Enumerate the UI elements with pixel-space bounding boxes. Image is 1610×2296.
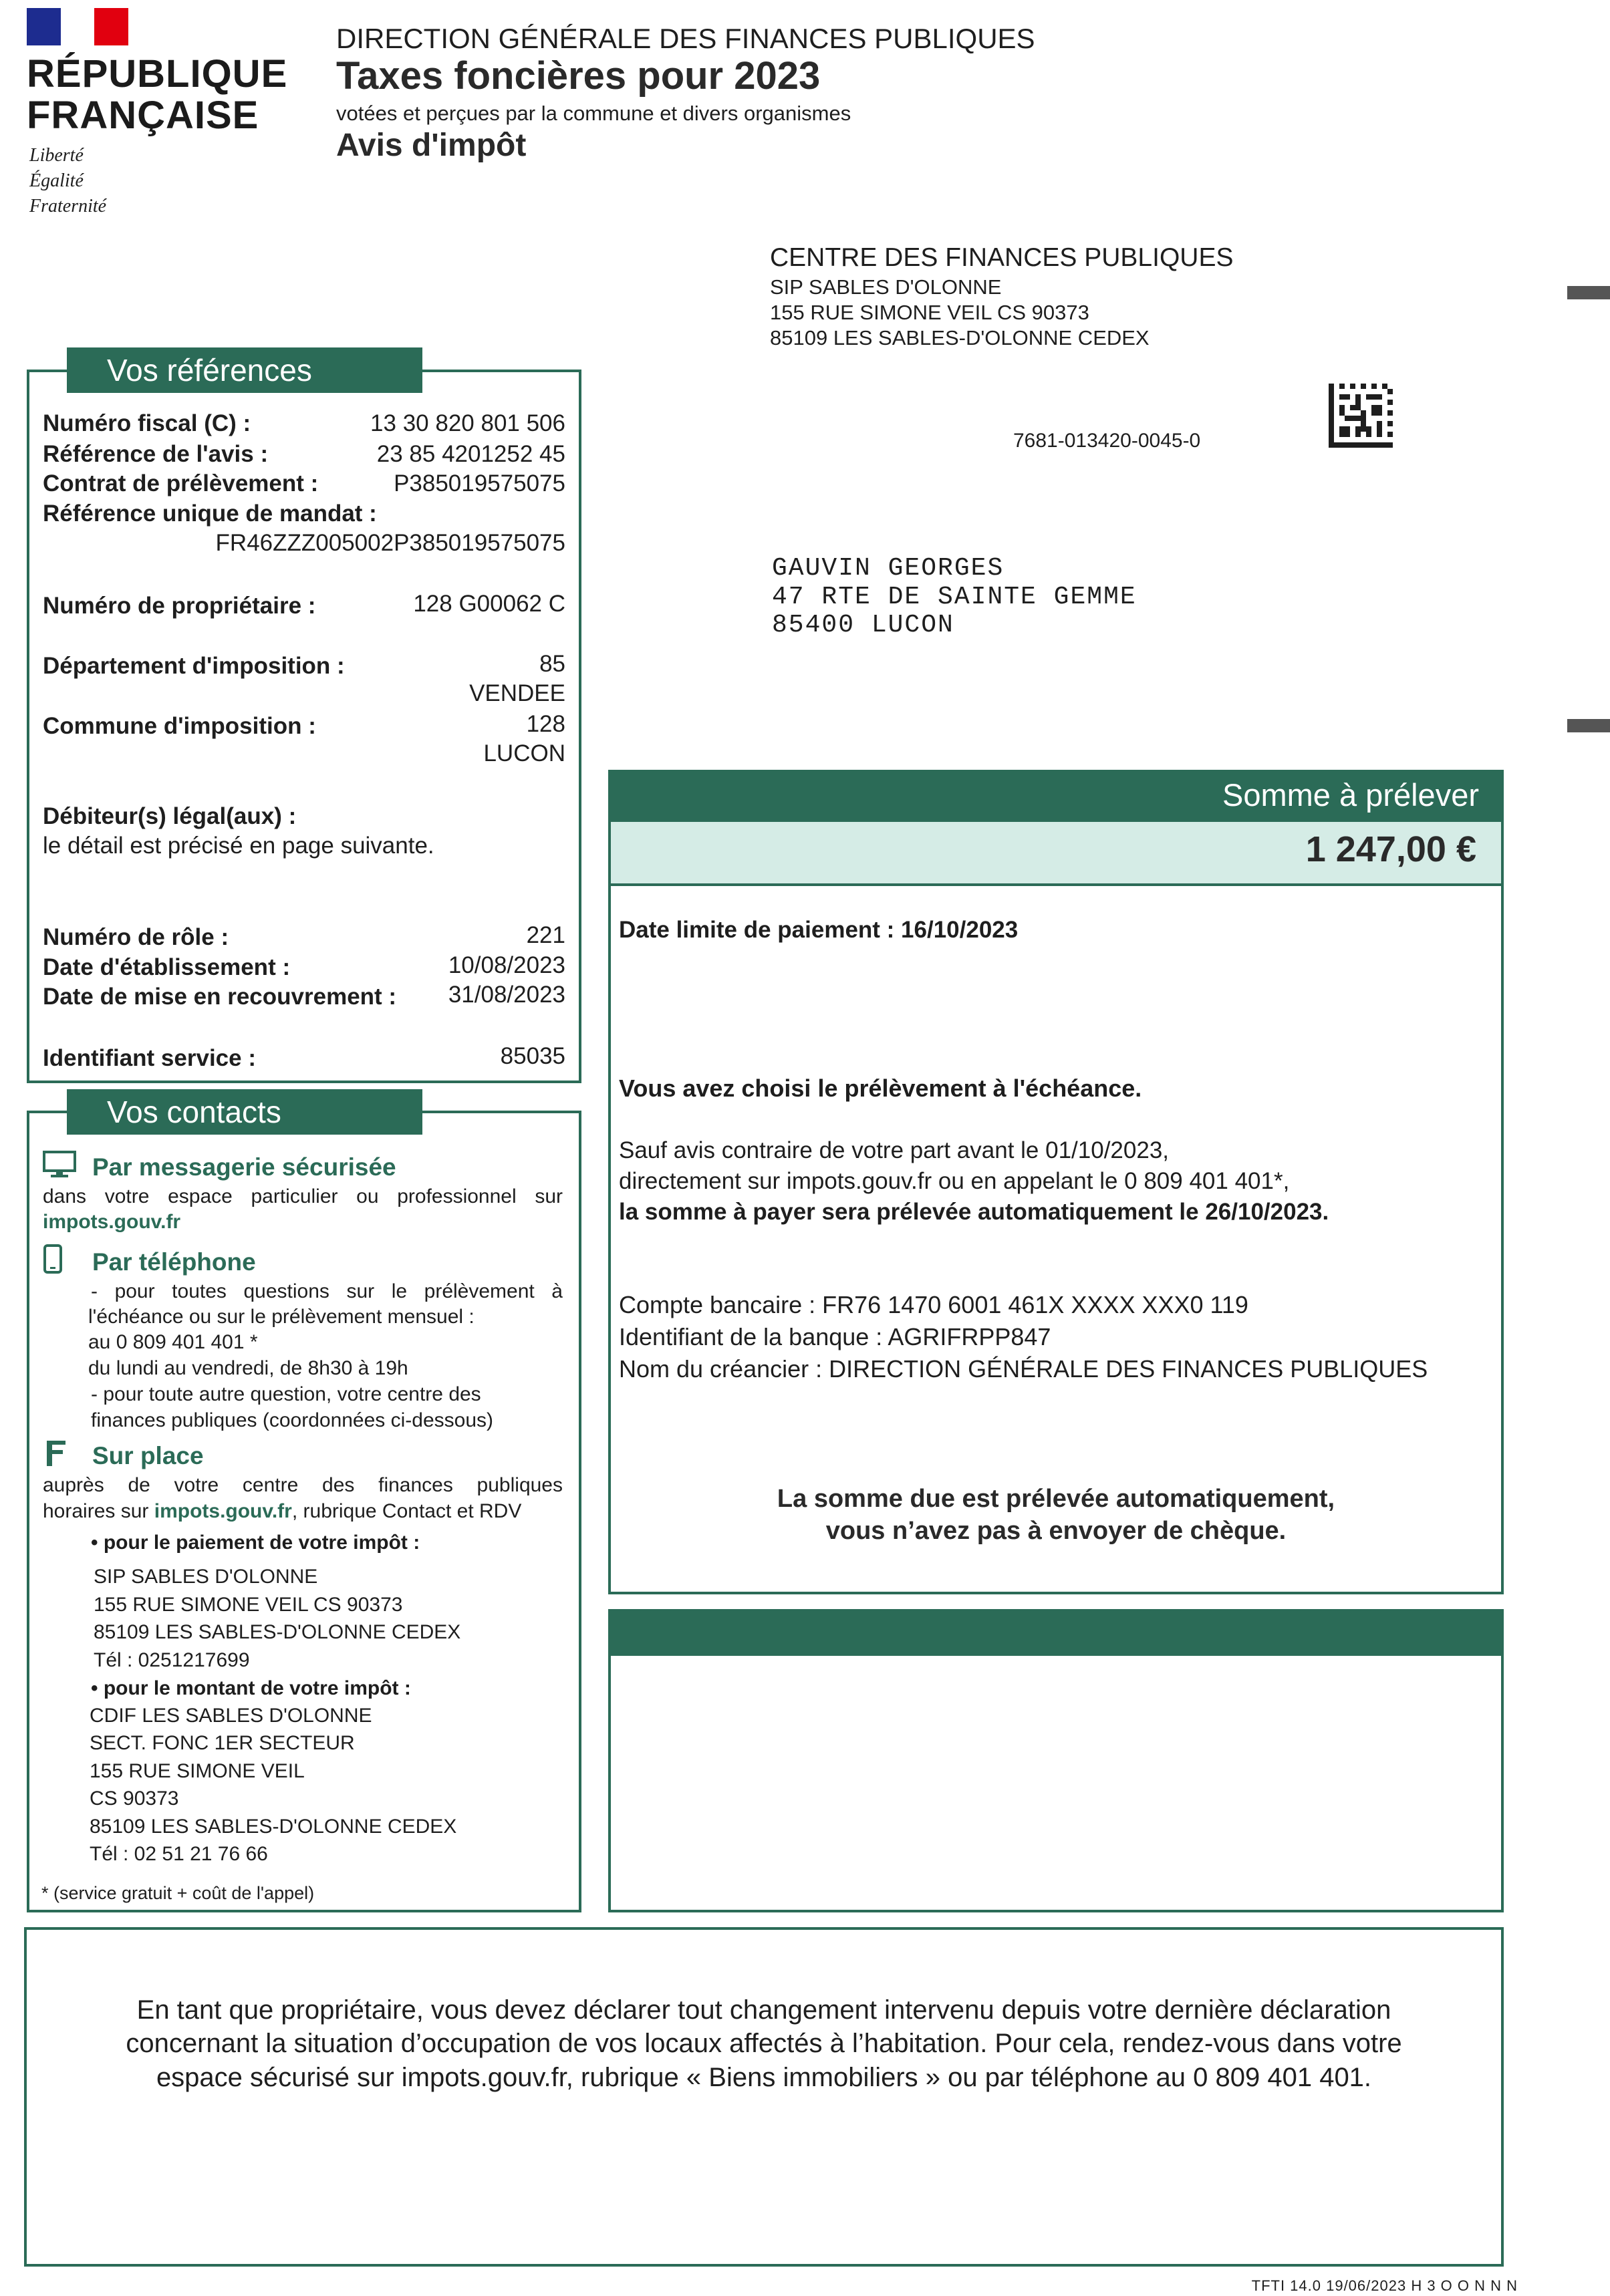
mandat-label: Référence unique de mandat : — [43, 500, 377, 527]
declaration-line: concernant la situation d’occupation de vos locaux affectés à l’habitation. Pour cela, rendez-vous dans votre — [126, 2029, 1402, 2058]
motto: Liberté Égalité Fraternité — [29, 145, 107, 217]
references-title: Vos références — [67, 347, 422, 393]
montant-phone: Tél : 02 51 21 76 66 — [90, 1843, 268, 1865]
departement-number: 85 — [539, 651, 565, 677]
bank-identifier: Identifiant de la banque : AGRIFRPP847 — [619, 1323, 1051, 1350]
recouvrement-label: Date de mise en recouvrement : — [43, 984, 397, 1010]
messagerie-text: dans votre espace particulier ou professionnel sur — [43, 1185, 563, 1207]
mobile-phone-icon — [43, 1244, 63, 1274]
scan-mark — [1567, 719, 1610, 732]
tel-line: l'échéance ou sur le prélèvement mensuel : — [88, 1306, 475, 1328]
montant-line: 155 RUE SIMONE VEIL — [90, 1760, 305, 1782]
contrat-value: P385019575075 — [394, 470, 565, 496]
payment-auto-date: la somme à payer sera prélevée automatiquement le 26/10/2023. — [619, 1199, 1329, 1225]
payment-amount: 1 247,00 € — [1305, 829, 1476, 869]
role-value: 221 — [526, 922, 565, 948]
telephone-title: Par téléphone — [92, 1248, 256, 1276]
surplace-title: Sur place — [92, 1442, 204, 1469]
document-subtitle: votées et perçues par la commune et divers organismes — [336, 102, 851, 125]
ref-avis-value: 23 85 4201252 45 — [376, 441, 565, 467]
paiement-phone: Tél : 0251217699 — [94, 1649, 250, 1671]
republique-francaise-flag-logo — [27, 8, 128, 45]
etablissement-value: 10/08/2023 — [448, 952, 565, 978]
tel-line: du lundi au vendredi, de 8h30 à 19h — [88, 1357, 408, 1379]
creditor-name: Nom du créancier : DIRECTION GÉNÉRALE DES FINANCES PUBLIQUES — [619, 1355, 1428, 1383]
departement-name: VENDEE — [469, 680, 565, 706]
payment-deadline: Date limite de paiement : 16/10/2023 — [619, 917, 1019, 943]
commune-number: 128 — [526, 711, 565, 737]
recipient-street: 47 RTE DE SAINTE GEMME — [772, 583, 1137, 611]
messagerie-link[interactable]: impots.gouv.fr — [43, 1211, 181, 1233]
commune-name: LUCON — [483, 740, 565, 766]
payment-title: Somme à prélever — [1222, 777, 1479, 813]
tel-line: - pour toute autre question, votre centre des — [91, 1383, 481, 1405]
ref-avis-label: Référence de l'avis : — [43, 441, 269, 467]
document-type: Avis d'impôt — [336, 128, 527, 163]
direction-title: DIRECTION GÉNÉRALE DES FINANCES PUBLIQUES — [336, 23, 1035, 54]
tel-line: au 0 809 401 401 * — [88, 1331, 258, 1353]
payment-line: Sauf avis contraire de votre part avant le 01/10/2023, — [619, 1137, 1170, 1163]
republique-francaise-wordmark: RÉPUBLIQUE FRANÇAISE — [27, 52, 288, 137]
contrat-label: Contrat de prélèvement : — [43, 470, 319, 496]
center-line: 85109 LES SABLES-D'OLONNE CEDEX — [770, 326, 1150, 349]
mandat-value: FR46ZZZ005002P385019575075 — [215, 530, 565, 556]
montant-line: CDIF LES SABLES D'OLONNE — [90, 1705, 372, 1727]
messagerie-title: Par messagerie sécurisée — [92, 1153, 396, 1181]
numero-fiscal-label: Numéro fiscal (C) : — [43, 410, 251, 436]
paiement-line: 85109 LES SABLES-D'OLONNE CEDEX — [94, 1621, 461, 1643]
etablissement-label: Date d'établissement : — [43, 954, 291, 980]
paiement-title: • pour le paiement de votre impôt : — [91, 1532, 420, 1554]
tel-line: finances publiques (coordonnées ci-dessous) — [91, 1409, 494, 1431]
contacts-title: Vos contacts — [67, 1089, 422, 1135]
montant-line: CS 90373 — [90, 1787, 179, 1810]
departement-label: Département d'imposition : — [43, 653, 345, 679]
paiement-line: 155 RUE SIMONE VEIL CS 90373 — [94, 1594, 403, 1616]
center-name: CENTRE DES FINANCES PUBLIQUES — [770, 243, 1234, 272]
service-label: Identifiant service : — [43, 1045, 256, 1071]
recipient-name: GAUVIN GEORGES — [772, 554, 1004, 583]
blank-box-header — [608, 1609, 1504, 1656]
montant-title: • pour le montant de votre impôt : — [91, 1677, 411, 1699]
bank-account: Compte bancaire : FR76 1470 6001 461X XXXX XXX0 119 — [619, 1291, 1248, 1318]
recouvrement-value: 31/08/2023 — [448, 982, 565, 1008]
document-title: Taxes foncières pour 2023 — [336, 54, 821, 98]
center-line: 155 RUE SIMONE VEIL CS 90373 — [770, 301, 1089, 324]
service-value: 85035 — [500, 1043, 565, 1069]
debiteurs-label: Débiteur(s) légal(aux) : — [43, 803, 297, 829]
declaration-line: espace sécurisé sur impots.gouv.fr, rubrique « Biens immobiliers » ou par téléphone au 0 809 401 401. — [156, 2063, 1372, 2092]
commune-label: Commune d'imposition : — [43, 713, 316, 739]
form-code: TFTI 14.0 19/06/2023 H 3 O O N N N — [1251, 2277, 1518, 2294]
datamatrix-code-icon — [1329, 384, 1393, 448]
surplace-text: auprès de votre centre des finances publiques — [43, 1474, 563, 1496]
recipient-city: 85400 LUCON — [772, 611, 954, 639]
surplace-hours: horaires sur impots.gouv.fr, rubrique Contact et RDV — [43, 1500, 522, 1522]
declaration-box — [24, 1927, 1504, 2267]
proprietaire-value: 128 G00062 C — [413, 591, 565, 617]
payment-notice: vous n’avez pas à envoyer de chèque. — [825, 1517, 1287, 1545]
numero-fiscal-value: 13 30 820 801 506 — [370, 410, 565, 436]
center-line: SIP SABLES D'OLONNE — [770, 275, 1002, 299]
payment-notice: La somme due est prélevée automatiquement, — [777, 1485, 1335, 1513]
tel-line: - pour toutes questions sur le prélèvement à — [91, 1280, 563, 1302]
montant-line: 85109 LES SABLES-D'OLONNE CEDEX — [90, 1816, 457, 1838]
reference-code: 7681-013420-0045-0 — [1013, 430, 1201, 452]
role-label: Numéro de rôle : — [43, 924, 229, 950]
debiteurs-text: le détail est précisé en page suivante. — [43, 833, 434, 859]
surplace-link[interactable]: impots.gouv.fr — [154, 1500, 292, 1522]
payment-choice: Vous avez choisi le prélèvement à l'échéance. — [619, 1074, 1142, 1102]
payment-line: directement sur impots.gouv.fr ou en appelant le 0 809 401 401*, — [619, 1168, 1290, 1194]
proprietaire-label: Numéro de propriétaire : — [43, 593, 316, 619]
declaration-line: En tant que propriétaire, vous devez déclarer tout changement intervenu depuis votre dernière déclaration — [136, 1995, 1391, 2025]
scan-mark — [1567, 286, 1610, 299]
computer-monitor-icon — [43, 1151, 76, 1179]
paiement-line: SIP SABLES D'OLONNE — [94, 1566, 318, 1588]
building-location-icon — [43, 1438, 70, 1467]
contacts-footnote: * (service gratuit + coût de l'appel) — [41, 1883, 315, 1903]
montant-line: SECT. FONC 1ER SECTEUR — [90, 1732, 355, 1754]
